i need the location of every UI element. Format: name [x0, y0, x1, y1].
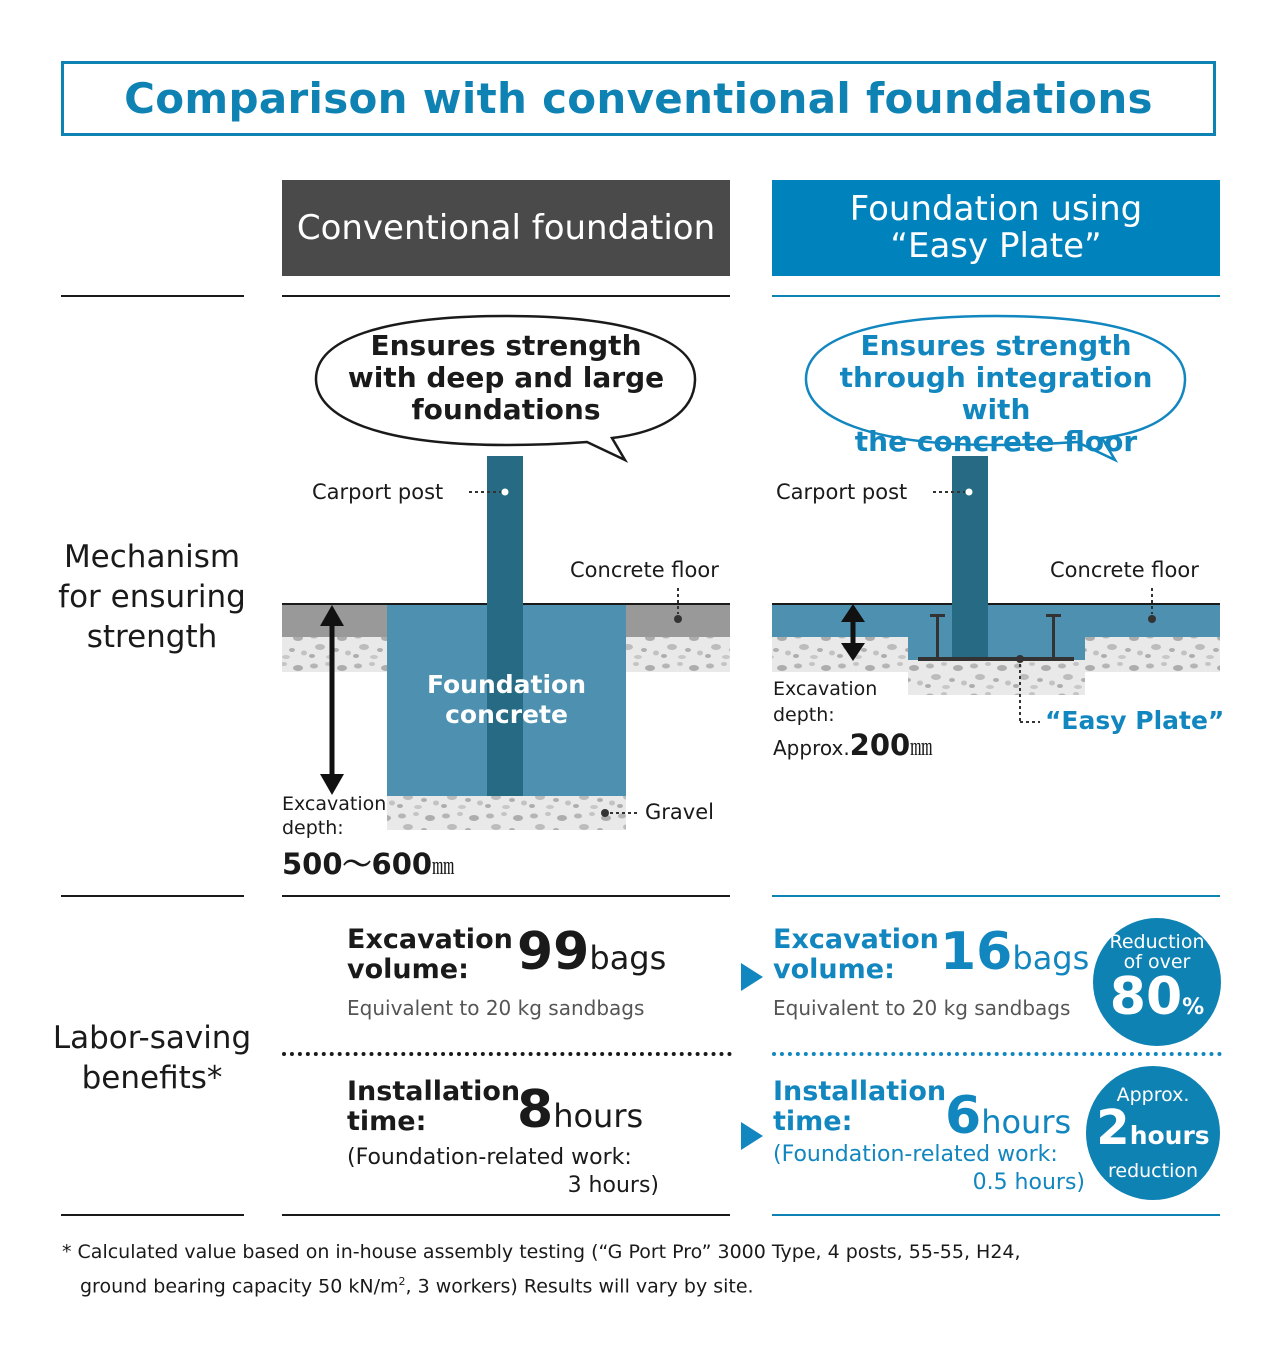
row-label-line: Labor-saving [52, 1020, 252, 1056]
excavation-depth-label [773, 676, 877, 728]
badge-unit: hours [1129, 1121, 1210, 1150]
badge-line: Approx. [1116, 1084, 1190, 1106]
footnote [62, 1238, 1222, 1301]
badge-line: of over [1123, 951, 1191, 973]
row-label-line: strength [86, 619, 218, 655]
bubble-line: with deep and large [347, 361, 665, 394]
page-title-text: Comparison with conventional foundations [124, 74, 1153, 123]
foundation-concrete-label [387, 670, 626, 730]
footnote-line: * Calculated value based on in-house assembly testing (“G Port Pro” 3000 Type, 4 posts, 55-55, H24, [62, 1241, 1021, 1263]
header-easy-line1: Foundation using [849, 189, 1143, 229]
bubble-line: Ensures strength [860, 329, 1132, 362]
foundation-label-line: concrete [445, 700, 568, 729]
carport-post [487, 456, 523, 796]
play-arrow-icon [741, 1122, 763, 1150]
depth-label-line: Excavation [773, 678, 878, 700]
benefit-title-line: Installation [347, 1076, 521, 1107]
benefit-title-line: volume: [347, 954, 469, 985]
footnote-part: ground bearing capacity 50 kN/m [80, 1275, 399, 1298]
concrete-floor-label: Concrete floor [1050, 558, 1199, 582]
badge-line: reduction [1107, 1160, 1199, 1182]
bubble-text-conventional [330, 330, 682, 426]
foundation-label-line: Foundation [426, 670, 587, 699]
installation-number: 8 [517, 1080, 554, 1140]
carport-post-label: Carport post [776, 480, 908, 504]
footnote-line [62, 1267, 1222, 1301]
easy-plate-label: “Easy Plate” [1045, 706, 1225, 735]
excavation-unit: bags [589, 939, 667, 977]
badge-unit: % [1182, 995, 1205, 1020]
depth-value: 500～600 [282, 847, 433, 881]
gravel-bed [387, 796, 626, 830]
depth-label-line: depth: [282, 817, 344, 839]
depth-unit: ㎜ [910, 736, 933, 761]
installation-note-line: (Foundation-related work: [773, 1142, 1058, 1167]
row-label-line: for ensuring [58, 579, 246, 615]
installation-note-line: 3 hours) [567, 1173, 659, 1198]
reduction-badge-2hours [1086, 1066, 1220, 1200]
installation-time-value [517, 1080, 644, 1140]
excavation-volume-title [773, 925, 939, 985]
header-easy-line2: “Easy Plate” [890, 226, 1102, 266]
bubble-line: foundations [411, 393, 601, 426]
concrete-floor-label: Concrete floor [570, 558, 719, 582]
installation-time-value [945, 1086, 1072, 1146]
gravel-layer [626, 637, 730, 672]
installation-note [347, 1144, 659, 1200]
bubble-line: the concrete floor [854, 425, 1138, 458]
reduction-badge-80 [1093, 918, 1221, 1046]
installation-time-title [773, 1077, 946, 1137]
gravel-layer [772, 637, 908, 672]
footnote-superscript: 2 [398, 1275, 406, 1288]
bubble-text-easy-plate [806, 330, 1186, 458]
excavation-volume-title [347, 925, 513, 985]
footnote-part: , 3 workers) Results will vary by site. [405, 1275, 754, 1298]
excavation-note: Equivalent to 20 kg sandbags [347, 996, 645, 1020]
installation-note [773, 1141, 1085, 1197]
installation-unit: hours [981, 1103, 1072, 1141]
excavation-number: 99 [517, 922, 590, 982]
header-conventional-label: Conventional foundation [296, 207, 716, 248]
installation-time-title [347, 1077, 520, 1137]
excavation-volume-value [940, 922, 1090, 982]
row-label-line: benefits* [81, 1060, 223, 1096]
badge-value [1086, 1100, 1220, 1161]
depth-unit: ㎜ [432, 855, 455, 880]
row-label-line: Mechanism [63, 539, 241, 575]
play-arrow-icon [741, 963, 763, 991]
excavation-unit: bags [1012, 939, 1090, 977]
installation-unit: hours [553, 1097, 644, 1135]
excavation-depth-value [773, 728, 932, 762]
badge-value [1093, 967, 1221, 1034]
excavation-volume-value [517, 922, 667, 982]
excavation-number: 16 [940, 922, 1013, 982]
badge-number: 80 [1109, 967, 1183, 1027]
gravel-layer [1085, 637, 1220, 672]
bubble-line: through integration with [839, 361, 1153, 426]
badge-line: Reduction [1109, 931, 1205, 953]
gravel-bed [908, 660, 1085, 695]
benefit-title-line: Installation [773, 1076, 947, 1107]
easy-plate [918, 657, 1074, 661]
excavation-depth-value [282, 842, 454, 883]
benefit-title-line: Excavation [347, 924, 513, 955]
benefit-title-line: Excavation [773, 924, 939, 955]
excavation-note: Equivalent to 20 kg sandbags [773, 996, 1071, 1020]
depth-label-line: depth: [773, 704, 835, 726]
benefit-title-line: time: [347, 1106, 427, 1137]
installation-note-line: 0.5 hours) [972, 1170, 1085, 1195]
bubble-line: Ensures strength [370, 329, 642, 362]
carport-post-label: Carport post [312, 480, 444, 504]
installation-number: 6 [945, 1086, 982, 1146]
depth-prefix: Approx. [773, 736, 850, 760]
installation-note-line: (Foundation-related work: [347, 1145, 632, 1170]
badge-number: 2 [1096, 1100, 1130, 1156]
benefit-title-line: time: [773, 1106, 853, 1137]
gravel-label: Gravel [645, 800, 714, 824]
depth-label-line: Excavation [282, 793, 387, 815]
carport-post [952, 456, 988, 660]
depth-value: 200 [849, 728, 911, 762]
excavation-depth-label [282, 792, 386, 840]
benefit-title-line: volume: [773, 954, 895, 985]
